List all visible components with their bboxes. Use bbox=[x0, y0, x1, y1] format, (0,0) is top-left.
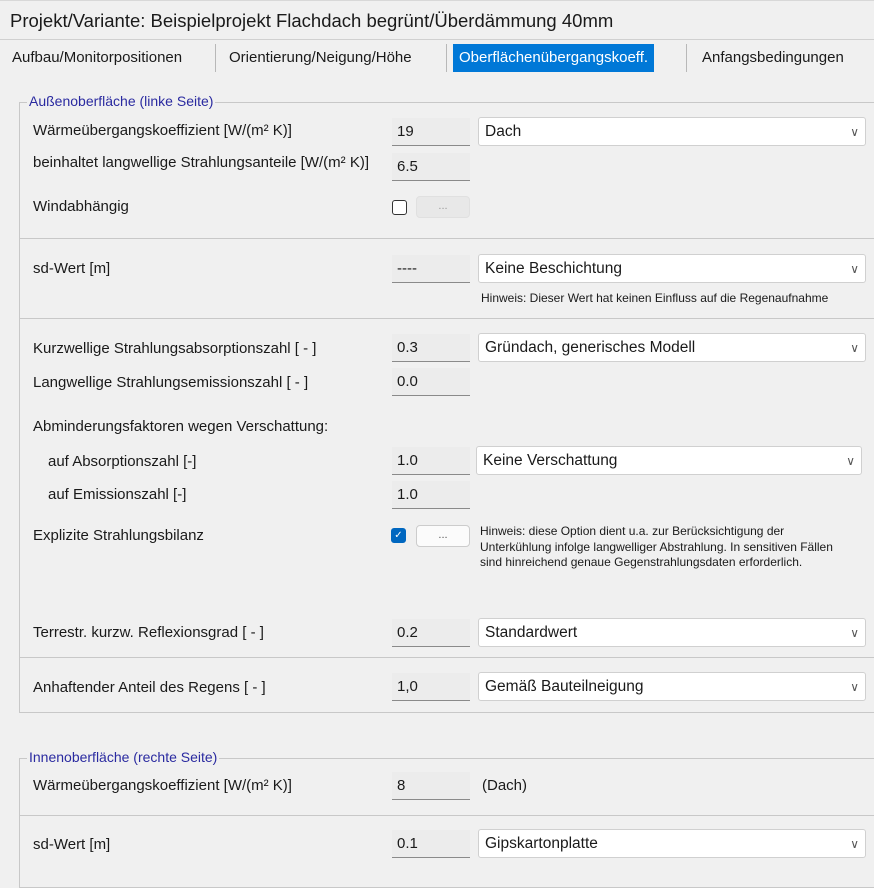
reduction-absorption-label: auf Absorptionszahl [-] bbox=[48, 453, 197, 470]
inner-sd-select[interactable] bbox=[478, 829, 866, 858]
explicit-radiation-label: Explizite Strahlungsbilanz bbox=[33, 527, 204, 544]
reduction-absorption-input[interactable]: 1.0 bbox=[392, 447, 470, 475]
tab-orientierung[interactable]: Orientierung/Neigung/Höhe bbox=[229, 49, 412, 66]
inner-sd-select-value: Gipskartonplatte bbox=[485, 835, 598, 852]
absorption-select[interactable] bbox=[478, 333, 866, 362]
reflection-label: Terrestr. kurzw. Reflexionsgrad [ - ] bbox=[33, 624, 264, 641]
inner-hc-type: (Dach) bbox=[482, 777, 528, 794]
lw-input[interactable]: 6.5 bbox=[392, 153, 470, 181]
tab-oberflaechen[interactable]: Oberflächenübergangskoeff. bbox=[453, 44, 654, 72]
shading-select[interactable] bbox=[476, 446, 862, 475]
hc-label: Wärmeübergangskoeffizient [W/(m² K)] bbox=[33, 122, 292, 139]
project-title: Projekt/Variante: Beispielprojekt Flachdach begrünt/Überdämmung 40mm bbox=[10, 10, 614, 31]
reflection-select[interactable] bbox=[478, 618, 866, 647]
tab-separator bbox=[446, 44, 447, 72]
tab-aufbau[interactable]: Aufbau/Monitorpositionen bbox=[12, 49, 183, 66]
divider bbox=[20, 815, 874, 816]
inner-surface-legend: Innenoberfläche (rechte Seite) bbox=[29, 749, 218, 765]
wind-settings-button[interactable]: ... bbox=[416, 196, 470, 218]
inner-hc-input[interactable]: 8 bbox=[392, 772, 470, 800]
sd-hint: Hinweis: Dieser Wert hat keinen Einfluss auf die Regenaufnahme bbox=[481, 291, 829, 305]
absorption-label: Kurzwellige Strahlungsabsorptionszahl [ - ] bbox=[33, 340, 317, 357]
tab-anfangsbedingungen[interactable]: Anfangsbedingungen bbox=[702, 49, 844, 66]
divider bbox=[20, 238, 874, 239]
hc-input[interactable]: 19 bbox=[392, 118, 470, 146]
shading-select-value: Keine Verschattung bbox=[483, 452, 618, 469]
explicit-radiation-settings-button[interactable]: ... bbox=[416, 525, 470, 547]
wind-checkbox[interactable] bbox=[392, 200, 407, 215]
chevron-down-icon: ∨ bbox=[846, 454, 855, 468]
sd-label: sd-Wert [m] bbox=[33, 260, 111, 277]
lw-label: beinhaltet langwellige Strahlungsanteile [W/(m² K)] bbox=[33, 154, 369, 171]
reduction-emission-label: auf Emissionszahl [-] bbox=[48, 486, 187, 503]
divider bbox=[20, 657, 874, 658]
reduction-heading: Abminderungsfaktoren wegen Verschattung: bbox=[33, 418, 329, 435]
inner-hc-label: Wärmeübergangskoeffizient [W/(m² K)] bbox=[33, 777, 292, 794]
sd-input[interactable]: ---- bbox=[392, 255, 470, 283]
reflection-select-value: Standardwert bbox=[485, 624, 578, 641]
hc-select[interactable] bbox=[478, 117, 866, 146]
rain-select[interactable] bbox=[478, 672, 866, 701]
chevron-down-icon: ∨ bbox=[850, 262, 859, 276]
explicit-radiation-checkbox[interactable]: ✓ bbox=[391, 528, 406, 543]
chevron-down-icon: ∨ bbox=[850, 341, 859, 355]
rain-label: Anhaftender Anteil des Regens [ - ] bbox=[33, 679, 266, 696]
tab-separator bbox=[215, 44, 216, 72]
divider bbox=[20, 318, 874, 319]
absorption-select-value: Gründach, generisches Modell bbox=[485, 339, 696, 356]
emission-input[interactable]: 0.0 bbox=[392, 368, 470, 396]
chevron-down-icon: ∨ bbox=[850, 125, 859, 139]
chevron-down-icon: ∨ bbox=[850, 680, 859, 694]
inner-sd-input[interactable]: 0.1 bbox=[392, 830, 470, 858]
chevron-down-icon: ∨ bbox=[850, 626, 859, 640]
chevron-down-icon: ∨ bbox=[850, 837, 859, 851]
absorption-input[interactable]: 0.3 bbox=[392, 334, 470, 362]
hc-select-value: Dach bbox=[485, 123, 522, 140]
inner-sd-label: sd-Wert [m] bbox=[33, 836, 111, 853]
tab-separator bbox=[686, 44, 687, 72]
sd-select-value: Keine Beschichtung bbox=[485, 260, 623, 277]
emission-label: Langwellige Strahlungsemissionszahl [ - ] bbox=[33, 374, 309, 391]
outer-surface-legend: Außenoberfläche (linke Seite) bbox=[29, 93, 214, 109]
wind-label: Windabhängig bbox=[33, 198, 129, 215]
explicit-radiation-hint: Hinweis: diese Option dient u.a. zur Berücksichtigung der Unterkühlung infolge langwelliger Abstrahlung. In sensitiven Fällen sind hinreichend genaue Gegenstrahlungsdaten erforderlich. bbox=[480, 524, 833, 569]
reduction-emission-input[interactable]: 1.0 bbox=[392, 481, 470, 509]
sd-select[interactable] bbox=[478, 254, 866, 283]
rain-input[interactable]: 1,0 bbox=[392, 673, 470, 701]
rain-select-value: Gemäß Bauteilneigung bbox=[485, 678, 644, 695]
reflection-input[interactable]: 0.2 bbox=[392, 619, 470, 647]
